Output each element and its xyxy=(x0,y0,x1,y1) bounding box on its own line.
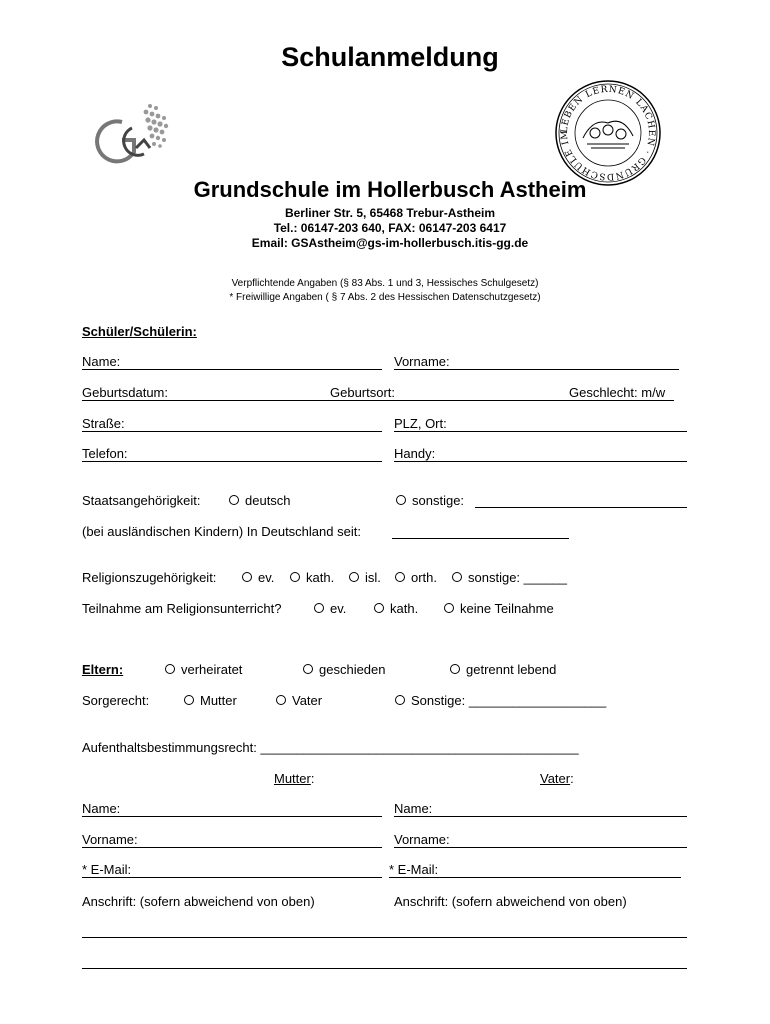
radio-religion-isl[interactable] xyxy=(349,570,381,585)
geburtsort-label: Geburtsort: xyxy=(330,385,396,400)
vater-email-label: * E-Mail: xyxy=(389,862,439,877)
religion-label: Religionszugehörigkeit: xyxy=(82,570,217,585)
radio-circle-icon xyxy=(165,664,175,674)
radio-teilnahme-kath[interactable] xyxy=(374,601,418,616)
radio-religion-kath[interactable] xyxy=(290,570,334,585)
radio-label: ev. xyxy=(330,601,347,616)
strasse-field[interactable] xyxy=(82,431,382,432)
radio-circle-icon xyxy=(314,603,324,613)
student-vorname-label: Vorname: xyxy=(394,354,450,369)
telefon-field[interactable] xyxy=(82,461,382,462)
student-name-label: Name: xyxy=(82,354,121,369)
sorgerecht-label: Sorgerecht: xyxy=(82,693,150,708)
radio-verheiratet[interactable] xyxy=(165,662,242,677)
student-vorname-field[interactable] xyxy=(394,369,679,370)
aufenthaltsbestimmungsrecht-label: Aufenthaltsbestimmungsrecht: ____________________________________________ xyxy=(82,740,579,755)
optional-note: * Freiwillige Angaben ( § 7 Abs. 2 des Hessischen Datenschutzgesetz) xyxy=(229,292,541,303)
radio-label: Vater xyxy=(292,693,323,708)
radio-circle-icon xyxy=(229,495,239,505)
radio-label: orth. xyxy=(411,570,438,585)
colon: : xyxy=(570,771,574,786)
radio-religion-sonstige[interactable] xyxy=(452,570,567,585)
radio-circle-icon xyxy=(374,603,384,613)
radio-label: ev. xyxy=(258,570,275,585)
anschrift-field-line-2[interactable] xyxy=(82,968,687,969)
mutter-name-label: Name: xyxy=(82,801,121,816)
radio-deutsch[interactable] xyxy=(229,493,291,508)
vater-name-label: Name: xyxy=(394,801,433,816)
mutter-email-label: * E-Mail: xyxy=(82,862,132,877)
mutter-vorname-label: Vorname: xyxy=(82,832,138,847)
radio-circle-icon xyxy=(276,695,286,705)
school-logo-icon xyxy=(92,98,174,172)
radio-teilnahme-ev[interactable] xyxy=(314,601,346,616)
radio-circle-icon xyxy=(395,695,405,705)
telefon-label: Telefon: xyxy=(82,446,128,461)
school-seal-icon xyxy=(553,78,663,188)
radio-sonstige-nationality[interactable] xyxy=(396,493,464,508)
radio-label: verheiratet xyxy=(181,662,243,677)
handy-label: Handy: xyxy=(394,446,436,461)
plz-ort-label: PLZ, Ort: xyxy=(394,416,447,431)
radio-sorgerecht-sonstige[interactable] xyxy=(395,693,606,708)
radio-religion-ev[interactable] xyxy=(242,570,274,585)
mutter-vorname-field[interactable] xyxy=(82,847,382,848)
radio-sonstige-label: sonstige: xyxy=(412,493,465,508)
svg-text:LEBEN LERNEN LACHEN · GRUNDSCH: LEBEN LERNEN LACHEN · GRUNDSCHULE IM xyxy=(559,84,657,182)
handy-field[interactable] xyxy=(394,461,687,462)
radio-label: keine Teilnahme xyxy=(460,601,554,616)
radio-circle-icon xyxy=(444,603,454,613)
geburtsdatum-label: Geburtsdatum: xyxy=(82,385,168,400)
vater-vorname-label: Vorname: xyxy=(394,832,450,847)
vater-heading-text: Vater xyxy=(540,771,571,786)
radio-sorgerecht-vater[interactable] xyxy=(276,693,322,708)
mutter-name-field[interactable] xyxy=(82,816,382,817)
teilnahme-label: Teilnahme am Religionsunterricht? xyxy=(82,601,282,616)
vater-email-field[interactable] xyxy=(389,877,681,878)
radio-circle-icon xyxy=(349,572,359,582)
radio-getrennt-lebend[interactable] xyxy=(450,662,556,677)
eltern-heading: Eltern: xyxy=(82,662,124,677)
radio-label: Sonstige: ___________________ xyxy=(411,693,607,708)
mutter-anschrift-label: Anschrift: (sofern abweichend von oben) xyxy=(82,894,315,909)
radio-label: isl. xyxy=(365,570,381,585)
radio-religion-orth[interactable] xyxy=(395,570,437,585)
mutter-heading xyxy=(274,771,314,786)
radio-circle-icon xyxy=(395,572,405,582)
strasse-label: Straße: xyxy=(82,416,125,431)
school-email: Email: GSAstheim@gs-im-hollerbusch.itis-gg.de xyxy=(251,236,529,250)
in-deutschland-seit-field[interactable] xyxy=(392,538,569,539)
vater-heading xyxy=(540,771,574,786)
vater-anschrift-label: Anschrift: (sofern abweichend von oben) xyxy=(394,894,627,909)
radio-label: getrennt lebend xyxy=(466,662,557,677)
vater-name-field[interactable] xyxy=(394,816,687,817)
mutter-heading-text: Mutter xyxy=(274,771,311,786)
radio-label: geschieden xyxy=(319,662,386,677)
radio-circle-icon xyxy=(396,495,406,505)
required-note: Verpflichtende Angaben (§ 83 Abs. 1 und 3, Hessisches Schulgesetz) xyxy=(231,278,539,289)
radio-circle-icon xyxy=(184,695,194,705)
mutter-email-field[interactable] xyxy=(82,877,382,878)
student-heading: Schüler/Schülerin: xyxy=(82,324,197,339)
radio-circle-icon xyxy=(452,572,462,582)
radio-circle-icon xyxy=(303,664,313,674)
school-name: Grundschule im Hollerbusch Astheim xyxy=(193,177,587,202)
radio-deutsch-label: deutsch xyxy=(245,493,291,508)
radio-teilnahme-keine[interactable] xyxy=(444,601,554,616)
radio-label: kath. xyxy=(390,601,419,616)
page-title: Schulanmeldung xyxy=(281,42,499,72)
geschlecht-label: Geschlecht: m/w xyxy=(569,385,666,400)
radio-label: sonstige: ______ xyxy=(468,570,568,585)
radio-label: Mutter xyxy=(200,693,237,708)
student-name-field[interactable] xyxy=(82,369,382,370)
radio-sorgerecht-mutter[interactable] xyxy=(184,693,237,708)
sonstige-nationality-field[interactable] xyxy=(475,507,687,508)
geburt-field-line[interactable] xyxy=(82,400,674,401)
radio-circle-icon xyxy=(450,664,460,674)
colon: : xyxy=(310,771,315,786)
school-address: Berliner Str. 5, 65468 Trebur-Astheim xyxy=(284,206,496,220)
anschrift-field-line-1[interactable] xyxy=(82,937,687,938)
plz-ort-field[interactable] xyxy=(394,431,687,432)
school-logo xyxy=(92,98,174,172)
staatsangehoerigkeit-label: Staatsangehörigkeit: xyxy=(82,493,201,508)
school-seal xyxy=(553,78,663,188)
radio-label: kath. xyxy=(306,570,335,585)
in-deutschland-seit-label: (bei ausländischen Kindern) In Deutschland seit: xyxy=(82,524,361,539)
radio-circle-icon xyxy=(290,572,300,582)
radio-geschieden[interactable] xyxy=(303,662,386,677)
vater-vorname-field[interactable] xyxy=(394,847,687,848)
school-phone: Tel.: 06147-203 640, FAX: 06147-203 6417 xyxy=(273,221,507,235)
radio-circle-icon xyxy=(242,572,252,582)
